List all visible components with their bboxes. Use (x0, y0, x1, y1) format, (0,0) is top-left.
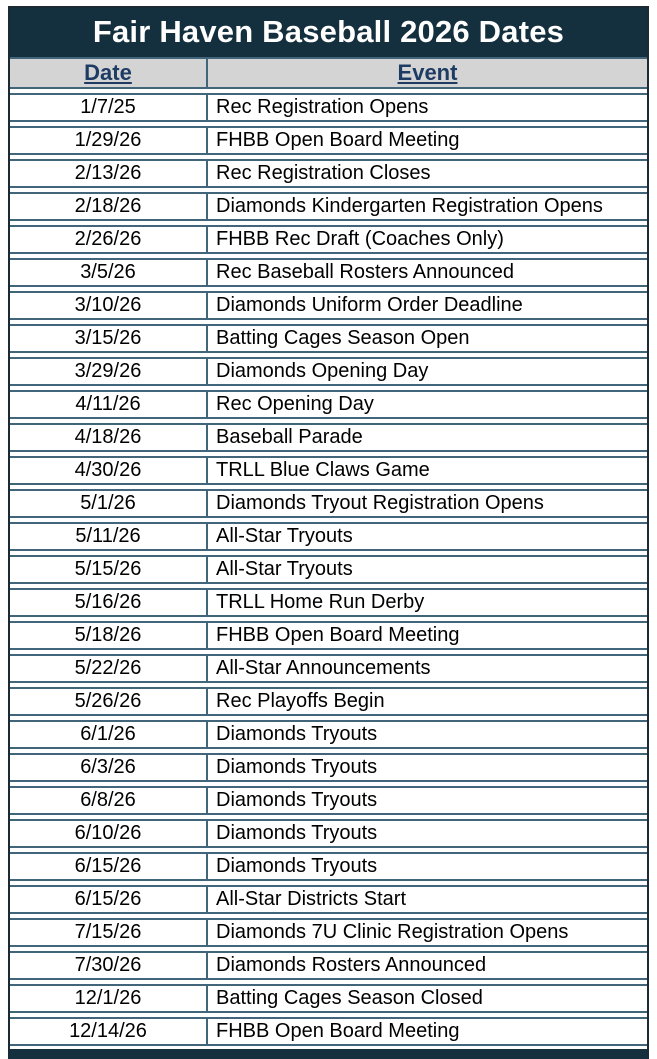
table-row (10, 555, 647, 584)
event-cell: TRLL Home Run Derby (216, 591, 425, 613)
page-title: Fair Haven Baseball 2026 Dates (10, 8, 647, 57)
date-cell: 1/7/25 (10, 95, 208, 120)
date-cell: 2/18/26 (10, 194, 208, 219)
column-header-event-label: Event (397, 60, 458, 85)
event-cell: All-Star Districts Start (216, 888, 407, 910)
table-row (10, 390, 647, 419)
event-cell: Rec Registration Closes (216, 162, 431, 184)
date-cell: 2/26/26 (10, 227, 208, 252)
table-row (10, 126, 647, 155)
date-cell: 6/1/26 (10, 722, 208, 747)
table-row (10, 819, 647, 848)
event-cell: Rec Opening Day (216, 393, 374, 415)
table-row (10, 423, 647, 452)
table-row (10, 258, 647, 287)
table-row (10, 192, 647, 221)
date-cell: 5/18/26 (10, 623, 208, 648)
date-cell: 4/11/26 (10, 392, 208, 417)
event-cell: Baseball Parade (216, 426, 363, 448)
date-cell: 4/18/26 (10, 425, 208, 450)
table-body (10, 93, 647, 1046)
date-cell: 5/22/26 (10, 656, 208, 681)
table-row (10, 588, 647, 617)
date-cell: 6/15/26 (10, 887, 208, 912)
table-row (10, 951, 647, 980)
event-cell: Diamonds Rosters Announced (216, 954, 487, 976)
date-cell: 5/15/26 (10, 557, 208, 582)
date-cell: 12/14/26 (10, 1019, 208, 1044)
date-cell: 6/8/26 (10, 788, 208, 813)
table-row (10, 852, 647, 881)
date-cell: 3/10/26 (10, 293, 208, 318)
event-cell: Diamonds Tryouts (216, 756, 378, 778)
table-row (10, 621, 647, 650)
event-cell: Batting Cages Season Closed (216, 987, 483, 1009)
column-header-event (208, 59, 647, 87)
date-cell: 6/10/26 (10, 821, 208, 846)
date-cell: 12/1/26 (10, 986, 208, 1011)
event-cell: FHBB Open Board Meeting (216, 624, 460, 646)
table-row (10, 456, 647, 485)
date-cell: 7/15/26 (10, 920, 208, 945)
table-row (10, 918, 647, 947)
table-header-row (10, 57, 647, 89)
column-header-date (10, 59, 208, 87)
schedule-table (8, 6, 649, 1059)
date-cell: 6/3/26 (10, 755, 208, 780)
date-cell: 3/29/26 (10, 359, 208, 384)
event-cell: Rec Baseball Rosters Announced (216, 261, 514, 283)
event-cell: Diamonds Opening Day (216, 360, 429, 382)
event-cell: Batting Cages Season Open (216, 327, 470, 349)
table-row (10, 324, 647, 353)
table-row (10, 357, 647, 386)
event-cell: FHBB Rec Draft (Coaches Only) (216, 228, 504, 250)
table-row (10, 753, 647, 782)
table-row (10, 786, 647, 815)
table-row (10, 93, 647, 122)
event-cell: Diamonds Tryouts (216, 822, 378, 844)
table-row (10, 159, 647, 188)
date-cell: 6/15/26 (10, 854, 208, 879)
date-cell: 3/5/26 (10, 260, 208, 285)
column-header-date-label: Date (84, 60, 132, 85)
event-cell: Diamonds Tryouts (216, 855, 378, 877)
event-cell: Diamonds Kindergarten Registration Opens (216, 195, 603, 217)
date-cell: 3/15/26 (10, 326, 208, 351)
event-cell: All-Star Tryouts (216, 525, 353, 547)
event-cell: All-Star Tryouts (216, 558, 353, 580)
date-cell: 5/16/26 (10, 590, 208, 615)
table-row (10, 720, 647, 749)
date-cell: 2/13/26 (10, 161, 208, 186)
table-row (10, 489, 647, 518)
event-cell: FHBB Open Board Meeting (216, 1020, 460, 1042)
event-cell: TRLL Blue Claws Game (216, 459, 430, 481)
date-cell: 1/29/26 (10, 128, 208, 153)
event-cell: Rec Registration Opens (216, 96, 429, 118)
table-row (10, 984, 647, 1013)
event-cell: Diamonds Uniform Order Deadline (216, 294, 523, 316)
event-cell: Diamonds Tryouts (216, 789, 378, 811)
table-row (10, 291, 647, 320)
event-cell: FHBB Open Board Meeting (216, 129, 460, 151)
table-row (10, 654, 647, 683)
event-cell: Diamonds Tryouts (216, 723, 378, 745)
table-row (10, 687, 647, 716)
date-cell: 5/11/26 (10, 524, 208, 549)
event-cell: Rec Playoffs Begin (216, 690, 385, 712)
table-row (10, 225, 647, 254)
date-cell: 4/30/26 (10, 458, 208, 483)
table-row (10, 522, 647, 551)
table-row (10, 885, 647, 914)
date-cell: 7/30/26 (10, 953, 208, 978)
event-cell: All-Star Announcements (216, 657, 431, 679)
table-row (10, 1017, 647, 1046)
date-cell: 5/26/26 (10, 689, 208, 714)
event-cell: Diamonds 7U Clinic Registration Opens (216, 921, 569, 943)
date-cell: 5/1/26 (10, 491, 208, 516)
event-cell: Diamonds Tryout Registration Opens (216, 492, 544, 514)
